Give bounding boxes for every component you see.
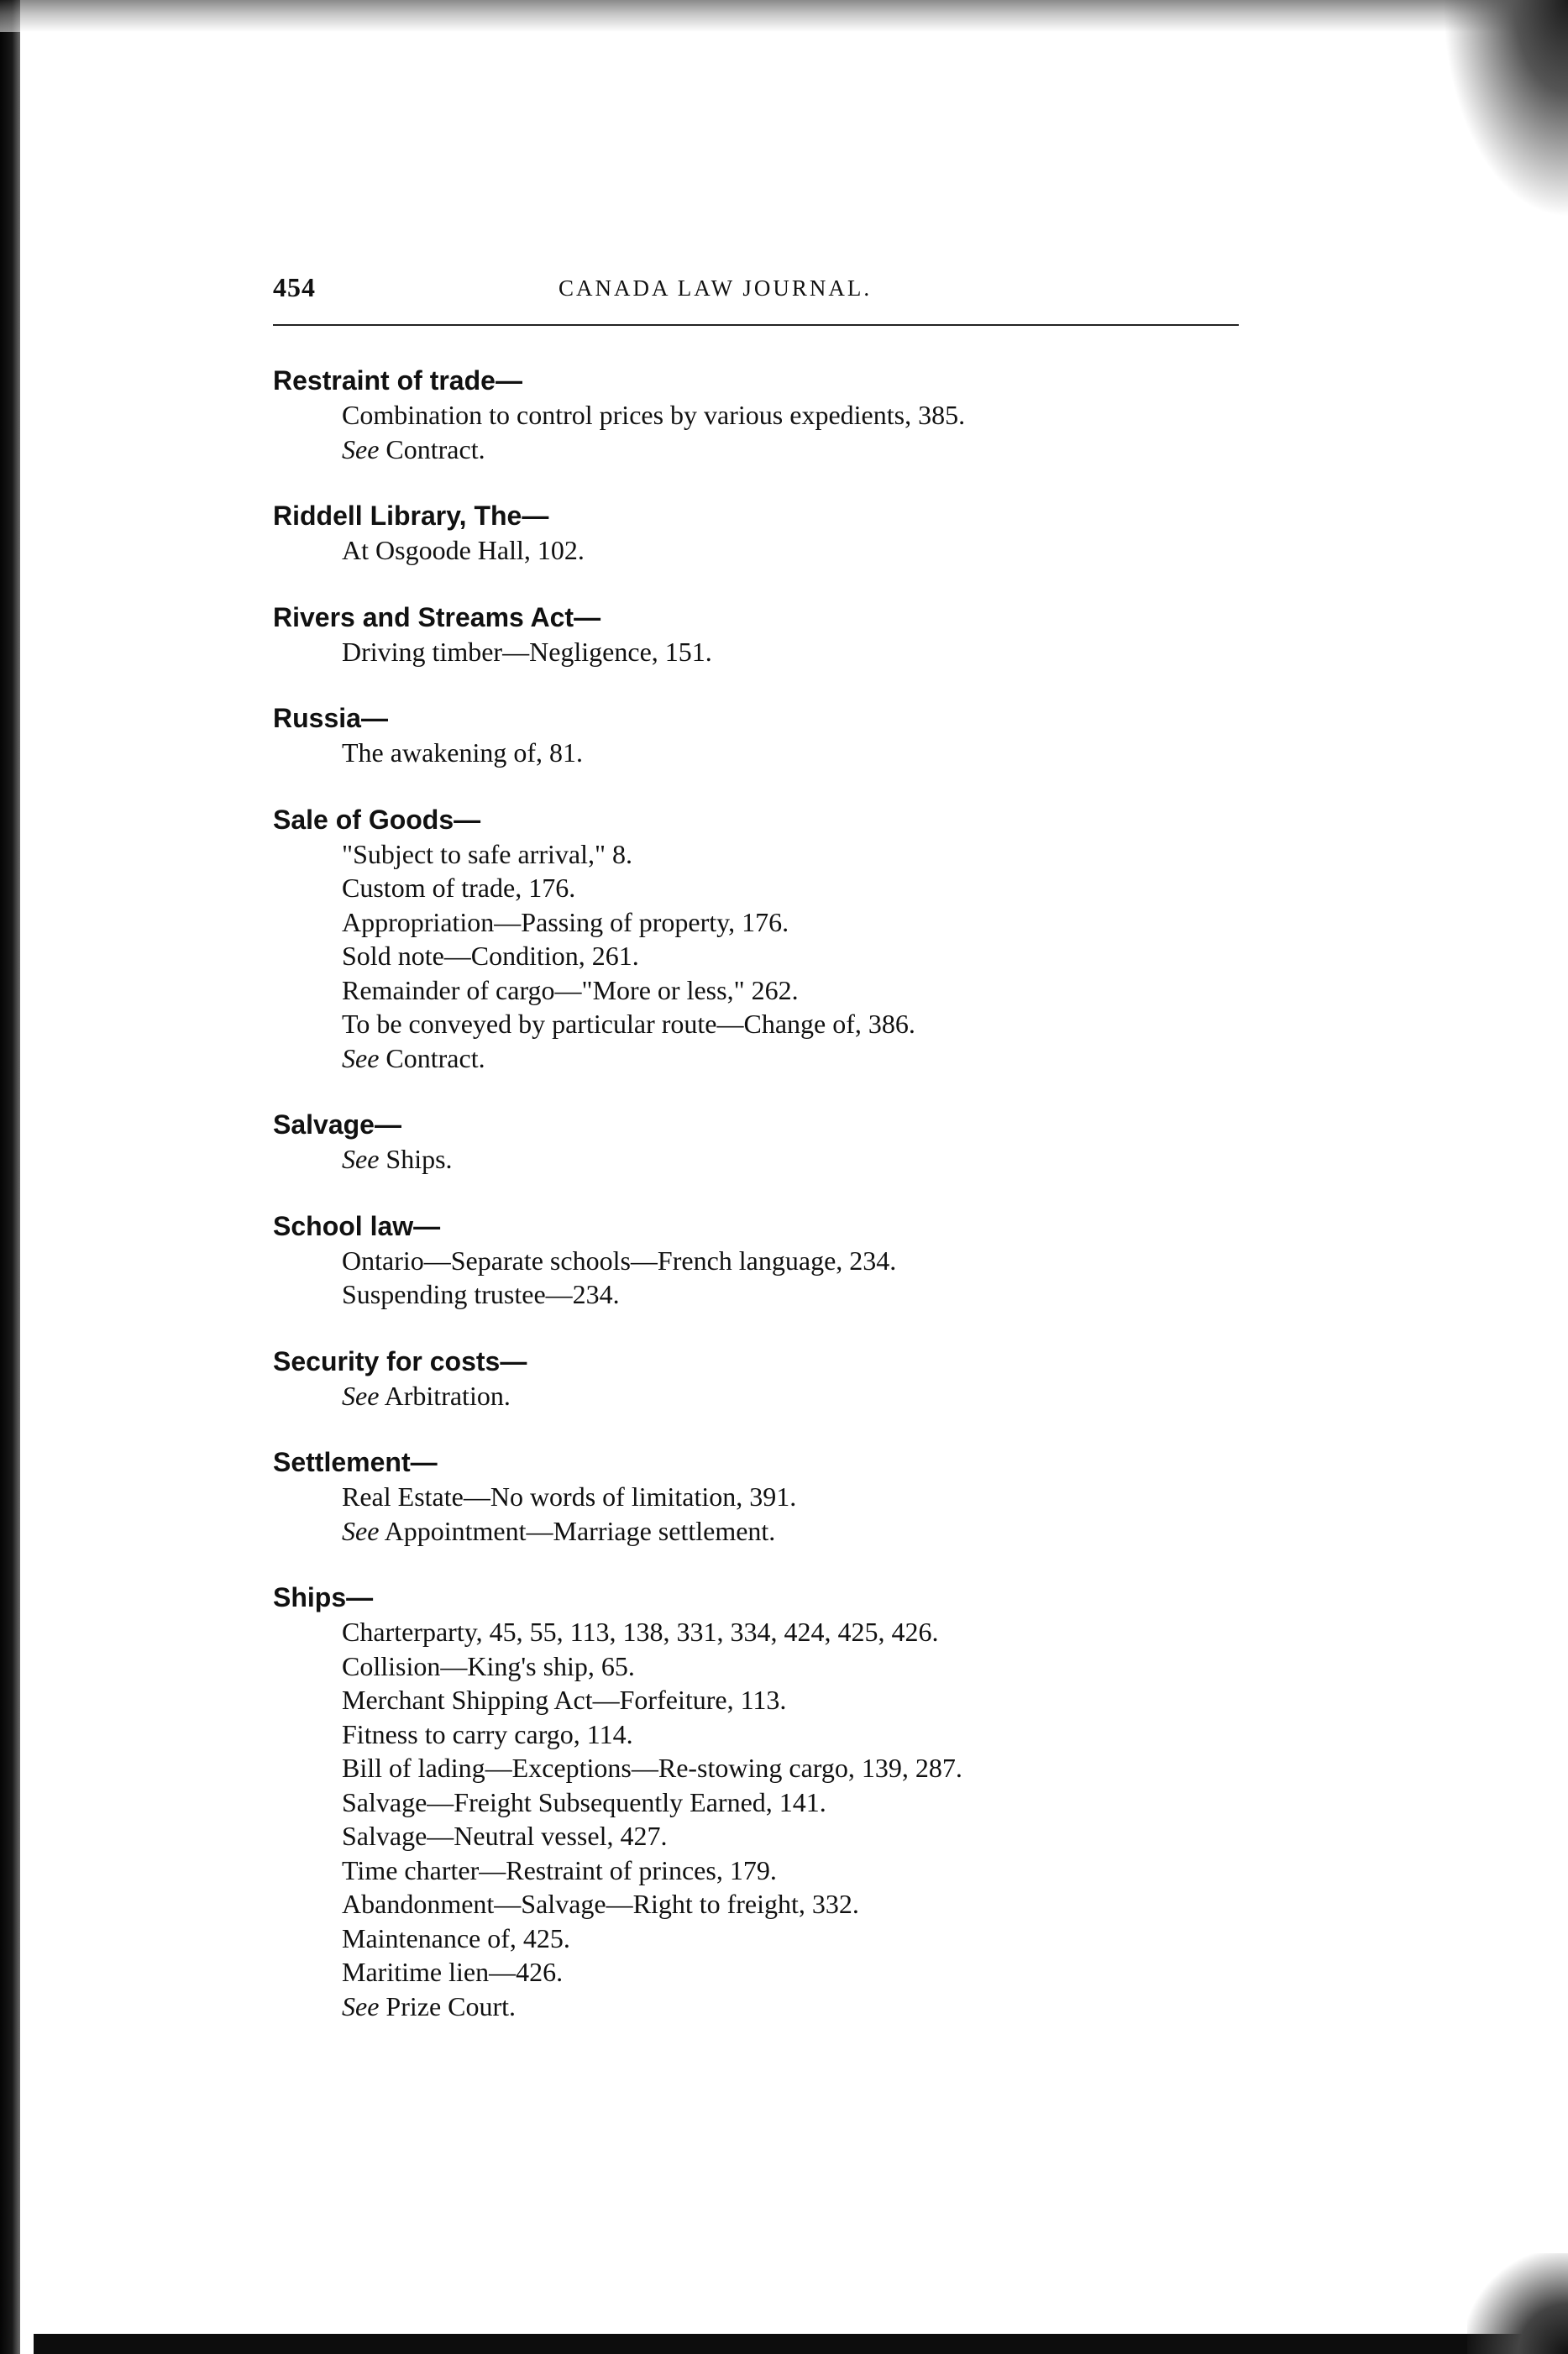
entry-subheading bbox=[342, 1244, 1256, 1278]
page-number: 454 bbox=[273, 272, 316, 302]
entry-subheading bbox=[342, 398, 1256, 433]
entry-subheading-text: Ships. bbox=[379, 1144, 453, 1174]
entry-heading: Salvage— bbox=[273, 1109, 401, 1140]
entry-subheading bbox=[342, 1480, 1256, 1514]
entry-subheading-text: Time charter—Restraint of princes, 179. bbox=[342, 1854, 777, 1885]
entry-subheading-text: Prize Court. bbox=[379, 1990, 517, 2021]
entry-subheading bbox=[342, 1751, 1256, 1785]
index-entry bbox=[273, 1580, 1256, 2023]
entry-subheading-text: Collision—King's ship, 65. bbox=[342, 1650, 635, 1681]
entry-subheading bbox=[342, 635, 1256, 669]
entry-subheading bbox=[342, 1717, 1256, 1752]
entry-heading: Ships— bbox=[273, 1582, 374, 1612]
see-reference-label: See bbox=[342, 433, 380, 464]
entry-subheading bbox=[342, 1142, 1256, 1177]
index-entry bbox=[273, 1208, 1256, 1312]
scan-corner-top-right bbox=[1442, 0, 1568, 218]
entry-subheading bbox=[342, 939, 1256, 973]
index-entry bbox=[273, 802, 1256, 1076]
entry-subheading bbox=[342, 1887, 1256, 1921]
entry-subheading-text: At Osgoode Hall, 102. bbox=[342, 535, 585, 565]
entry-subheading-text: Sold note—Condition, 261. bbox=[342, 941, 639, 971]
entry-subheading bbox=[342, 433, 1256, 467]
entry-subheading-text: Contract. bbox=[379, 433, 485, 464]
index-entry bbox=[273, 363, 1256, 466]
entry-heading: Sale of Goods— bbox=[273, 804, 481, 835]
entry-subheading bbox=[342, 1921, 1256, 1956]
entry-heading: School law— bbox=[273, 1210, 441, 1241]
entry-subheading-text: Ontario—Separate schools—French language, 234. bbox=[342, 1245, 897, 1276]
entry-subheading bbox=[342, 1514, 1256, 1549]
see-reference-label: See bbox=[342, 1990, 380, 2021]
entry-subheading-text: Salvage—Freight Subsequently Earned, 141. bbox=[342, 1786, 826, 1817]
entry-subheading-text: Charterparty, 45, 55, 113, 138, 331, 334, 424, 425, 426. bbox=[342, 1617, 939, 1647]
see-reference-label: See bbox=[342, 1144, 380, 1174]
entry-subheading bbox=[342, 905, 1256, 940]
running-head bbox=[273, 260, 1256, 302]
index-entries bbox=[273, 363, 1256, 2055]
entry-subheading bbox=[342, 1785, 1256, 1820]
entry-subheading bbox=[342, 1955, 1256, 1990]
entry-subheading-text: Real Estate—No words of limitation, 391. bbox=[342, 1481, 797, 1512]
entry-subheading-text: "Subject to safe arrival," 8. bbox=[342, 838, 633, 869]
entry-subheading-text: Contract. bbox=[379, 1042, 485, 1073]
journal-page bbox=[273, 260, 1256, 2021]
index-entry bbox=[273, 1107, 1256, 1177]
scan-border-bottom bbox=[34, 2334, 1568, 2354]
index-entry bbox=[273, 600, 1256, 669]
index-entry bbox=[273, 1344, 1256, 1413]
scan-border-top bbox=[0, 0, 1568, 32]
entry-subheading bbox=[342, 973, 1256, 1008]
entry-subheading bbox=[342, 1990, 1256, 2024]
entry-subheading-text: To be conveyed by particular route—Change of, 386. bbox=[342, 1009, 915, 1039]
entry-subheading bbox=[342, 1683, 1256, 1717]
entry-subheading-text: Maintenance of, 425. bbox=[342, 1922, 570, 1953]
see-reference-label: See bbox=[342, 1515, 380, 1546]
entry-subheading bbox=[342, 1379, 1256, 1413]
entry-subheading bbox=[342, 1615, 1256, 1649]
entry-subheading-text: Driving timber—Negligence, 151. bbox=[342, 636, 712, 667]
see-reference-label: See bbox=[342, 1380, 380, 1411]
entry-subheading bbox=[342, 1649, 1256, 1684]
entry-subheading bbox=[342, 1041, 1256, 1076]
entry-subheading-text: Custom of trade, 176. bbox=[342, 873, 576, 903]
entry-subheading bbox=[342, 533, 1256, 568]
entry-subheading bbox=[342, 736, 1256, 770]
entry-subheading bbox=[342, 1819, 1256, 1853]
entry-subheading-text: The awakening of, 81. bbox=[342, 737, 584, 768]
index-entry bbox=[273, 700, 1256, 770]
entry-subheading bbox=[342, 837, 1256, 872]
index-entry bbox=[273, 498, 1256, 568]
entry-heading: Restraint of trade— bbox=[273, 365, 522, 396]
see-reference-label: See bbox=[342, 1042, 380, 1073]
entry-subheading-text: Maritime lien—426. bbox=[342, 1957, 564, 1987]
scan-corner-bottom-right bbox=[1467, 2253, 1568, 2354]
entry-subheading bbox=[342, 1853, 1256, 1888]
entry-subheading-text: Merchant Shipping Act—Forfeiture, 113. bbox=[342, 1685, 787, 1715]
entry-subheading-text: Appointment—Marriage settlement. bbox=[379, 1515, 776, 1546]
entry-subheading-text: Salvage—Neutral vessel, 427. bbox=[342, 1821, 668, 1851]
entry-subheading bbox=[342, 1277, 1256, 1312]
entry-subheading-text: Bill of lading—Exceptions—Re-stowing cargo, 139, 287. bbox=[342, 1753, 962, 1783]
entry-subheading-text: Appropriation—Passing of property, 176. bbox=[342, 906, 789, 937]
scan-border-left bbox=[0, 0, 20, 2354]
entry-subheading-text: Arbitration. bbox=[379, 1380, 511, 1411]
index-entry bbox=[273, 1444, 1256, 1548]
entry-subheading-text: Abandonment—Salvage—Right to freight, 332. bbox=[342, 1889, 859, 1919]
entry-subheading-text: Fitness to carry cargo, 114. bbox=[342, 1718, 633, 1749]
entry-heading: Rivers and Streams Act— bbox=[273, 601, 601, 632]
entry-heading: Security for costs— bbox=[273, 1345, 527, 1376]
entry-heading: Settlement— bbox=[273, 1447, 438, 1477]
entry-heading: Riddell Library, The— bbox=[273, 501, 549, 531]
entry-subheading-text: Combination to control prices by various expedients, 385. bbox=[342, 400, 966, 430]
entry-heading: Russia— bbox=[273, 703, 388, 733]
entry-subheading bbox=[342, 871, 1256, 905]
entry-subheading-text: Remainder of cargo—"More or less," 262. bbox=[342, 974, 799, 1005]
entry-subheading bbox=[342, 1007, 1256, 1041]
journal-title: CANADA LAW JOURNAL. bbox=[559, 275, 873, 301]
entry-subheading-text: Suspending trustee—234. bbox=[342, 1279, 620, 1309]
header-rule bbox=[273, 324, 1239, 326]
